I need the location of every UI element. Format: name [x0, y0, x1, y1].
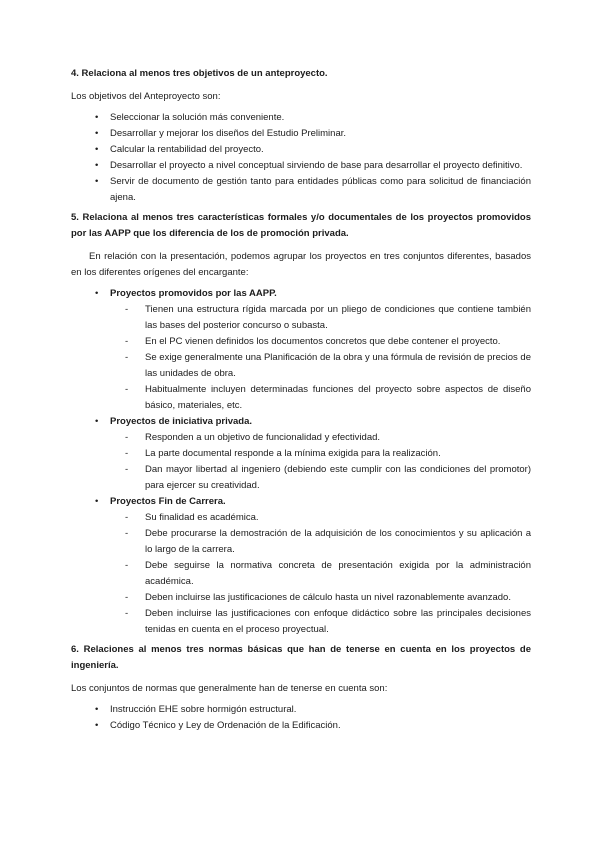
section-heading: 5. Relaciona al menos tres características formales y/o documentales de los proyectos promovidos por las AAPP que los diferencia de los de promoción privada. — [71, 212, 531, 239]
bullet-item-text: Código Técnico y Ley de Ordenación de la Edificación. — [110, 720, 341, 731]
bullet-item — [71, 174, 531, 206]
bullet-list — [71, 110, 531, 206]
sub-item — [71, 462, 531, 494]
bullet-item-text: Instrucción EHE sobre hormigón estructural. — [110, 704, 297, 715]
paragraph: Los objetivos del Anteproyecto son: — [71, 91, 221, 102]
dash-icon: - — [125, 304, 129, 315]
bullet-icon: • — [95, 112, 99, 123]
sub-item — [71, 382, 531, 414]
sub-item — [71, 430, 531, 446]
bullet-icon: • — [95, 176, 99, 187]
bullet-item-text: Proyectos Fin de Carrera. — [110, 496, 226, 507]
bullet-item — [71, 286, 531, 302]
bullet-icon: • — [95, 720, 99, 731]
bullet-list — [71, 702, 531, 734]
bullet-item — [71, 494, 531, 510]
sub-item-text: Deben incluirse las justificaciones de cálculo hasta un nivel razonablemente avanzado. — [145, 592, 511, 603]
bullet-icon: • — [95, 160, 99, 171]
sub-item-text: Habitualmente incluyen determinadas funciones del proyecto sobre aspectos de diseño básico, materiales, etc. — [145, 384, 531, 411]
bullet-list — [71, 286, 531, 638]
sub-item — [71, 350, 531, 382]
dash-icon: - — [125, 432, 129, 443]
bullet-item-text: Seleccionar la solución más conveniente. — [110, 112, 285, 123]
bullet-item — [71, 702, 531, 718]
sub-item — [71, 558, 531, 590]
dash-icon: - — [125, 512, 129, 523]
bullet-item-text: Desarrollar y mejorar los diseños del Estudio Preliminar. — [110, 128, 347, 139]
sub-item-text: En el PC vienen definidos los documentos concretos que debe contener el proyecto. — [145, 336, 501, 347]
bullet-item-text: Servir de documento de gestión tanto para entidades públicas como para solicitud de financiación ajena. — [110, 176, 531, 203]
bullet-icon: • — [95, 128, 99, 139]
sub-item-text: Deben incluirse las justificaciones con enfoque didáctico sobre las principales decisiones tenidas en cuenta en el proceso proyectual. — [145, 608, 531, 635]
bullet-item — [71, 126, 531, 142]
bullet-item — [71, 718, 531, 734]
sub-item — [71, 526, 531, 558]
sub-item-text: Se exige generalmente una Planificación de la obra y una fórmula de revisión de precios de las unidades de obra. — [145, 352, 531, 379]
bullet-icon: • — [95, 496, 99, 507]
dash-icon: - — [125, 448, 129, 459]
sub-item-text: La parte documental responde a la mínima exigida para la realización. — [145, 448, 441, 459]
dash-icon: - — [125, 528, 129, 539]
dash-icon: - — [125, 336, 129, 347]
sub-item — [71, 334, 531, 350]
dash-icon: - — [125, 608, 129, 619]
bullet-item-text: Desarrollar el proyecto a nivel conceptual sirviendo de base para desarrollar el proyecto definitivo. — [110, 160, 523, 171]
sub-item-text: Tienen una estructura rígida marcada por un pliego de condiciones que contiene también las bases del posterior concurso o subasta. — [145, 304, 531, 331]
bullet-icon: • — [95, 416, 99, 427]
sub-item-text: Su finalidad es académica. — [145, 512, 259, 523]
sub-item — [71, 590, 531, 606]
dash-icon: - — [125, 560, 129, 571]
sub-item — [71, 606, 531, 638]
paragraph: Los conjuntos de normas que generalmente han de tenerse en cuenta son: — [71, 683, 388, 694]
bullet-item — [71, 142, 531, 158]
section-heading: 4. Relaciona al menos tres objetivos de un anteproyecto. — [71, 68, 328, 79]
bullet-icon: • — [95, 288, 99, 299]
paragraph: En relación con la presentación, podemos agrupar los proyectos en tres conjuntos diferentes, basados en los diferentes orígenes del encargante: — [71, 251, 531, 278]
bullet-item-text: Calcular la rentabilidad del proyecto. — [110, 144, 264, 155]
dash-icon: - — [125, 464, 129, 475]
bullet-item — [71, 158, 531, 174]
sub-item-text: Debe procurarse la demostración de la adquisición de los conocimientos y su aplicación a lo largo de la carrera. — [145, 528, 531, 555]
sub-item — [71, 302, 531, 334]
bullet-icon: • — [95, 704, 99, 715]
section-heading: 6. Relaciones al menos tres normas básicas que han de tenerse en cuenta en los proyectos de ingeniería. — [71, 644, 531, 671]
dash-icon: - — [125, 352, 129, 363]
sub-item — [71, 510, 531, 526]
bullet-item-text: Proyectos promovidos por las AAPP. — [110, 288, 277, 299]
bullet-item — [71, 414, 531, 430]
sub-item-text: Responden a un objetivo de funcionalidad y efectividad. — [145, 432, 381, 443]
bullet-item — [71, 110, 531, 126]
sub-item — [71, 446, 531, 462]
dash-icon: - — [125, 384, 129, 395]
bullet-icon: • — [95, 144, 99, 155]
bullet-item-text: Proyectos de iniciativa privada. — [110, 416, 253, 427]
sub-item-text: Debe seguirse la normativa concreta de presentación exigida por la administración académica. — [145, 560, 531, 587]
sub-item-text: Dan mayor libertad al ingeniero (debiendo este cumplir con las condiciones del promotor) para ejercer su creatividad. — [145, 464, 531, 491]
dash-icon: - — [125, 592, 129, 603]
